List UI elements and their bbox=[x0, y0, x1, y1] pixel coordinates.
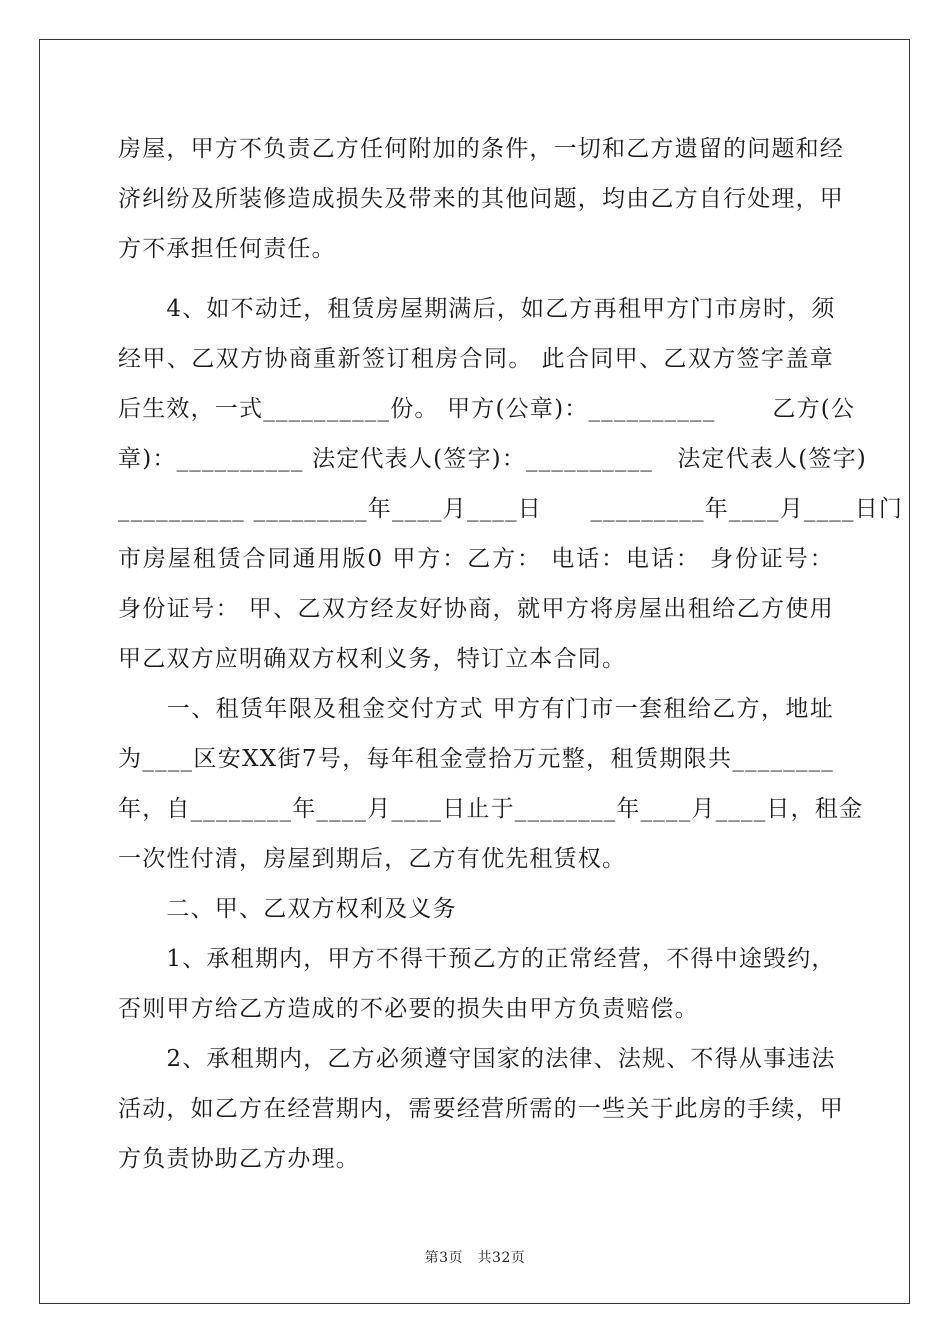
text-line: 活动，如乙方在经营期内，需要经营所需的一些关于此房的手续，甲 bbox=[118, 1096, 844, 1122]
text-line: __________ _________年____月____日 _________年____月____日门 bbox=[118, 496, 904, 522]
text-line: 年，自________年____月____日止于________年____月____日，租金 bbox=[118, 796, 864, 822]
text-line: 市房屋租赁合同通用版0 甲方：乙方： 电话：电话： 身份证号： bbox=[118, 546, 834, 572]
text-line: 方负责协助乙方办理。 bbox=[118, 1146, 360, 1172]
text-line: 方不承担任何责任。 bbox=[118, 236, 336, 262]
text-line: 二、甲、乙双方权利及义务 bbox=[118, 896, 457, 922]
text-line: 否则甲方给乙方造成的不必要的损失由甲方负责赔偿。 bbox=[118, 996, 699, 1022]
text-line: 为____区安XX街7号，每年租金壹拾万元整，租赁期限共________ bbox=[118, 746, 834, 772]
text-line: 身份证号： 甲、乙双方经友好协商，就甲方将房屋出租给乙方使用 bbox=[118, 596, 834, 622]
text-line: 济纠纷及所装修造成损失及带来的其他问题，均由乙方自行处理，甲 bbox=[118, 186, 844, 212]
text-line: 一次性付清，房屋到期后，乙方有优先租赁权。 bbox=[118, 846, 627, 872]
text-line: 章)：__________ 法定代表人(签字)：__________ 法定代表人(签字) bbox=[118, 446, 867, 472]
text-line: 经甲、乙双方协商重新签订租房合同。 此合同甲、乙双方签字盖章 bbox=[118, 346, 834, 372]
text-line: 一、租赁年限及租金交付方式 甲方有门市一套租给乙方，地址 bbox=[118, 696, 834, 722]
text-line: 房屋，甲方不负责乙方任何附加的条件，一切和乙方遗留的问题和经 bbox=[118, 136, 844, 162]
text-line: 甲乙双方应明确双方权利义务，特订立本合同。 bbox=[118, 646, 627, 672]
text-line: 1、承租期内，甲方不得干预乙方的正常经营，不得中途毁约， bbox=[118, 946, 836, 972]
text-line: 后生效，一式__________份。 甲方(公章)：__________ 乙方(公 bbox=[118, 396, 856, 422]
text-line: 4、如不动迁，租赁房屋期满后，如乙方再租甲方门市房时，须 bbox=[118, 296, 836, 322]
text-line: 2、承租期内，乙方必须遵守国家的法律、法规、不得从事违法 bbox=[118, 1046, 836, 1072]
page-number-footer: 第3页 共32页 bbox=[424, 1250, 526, 1266]
